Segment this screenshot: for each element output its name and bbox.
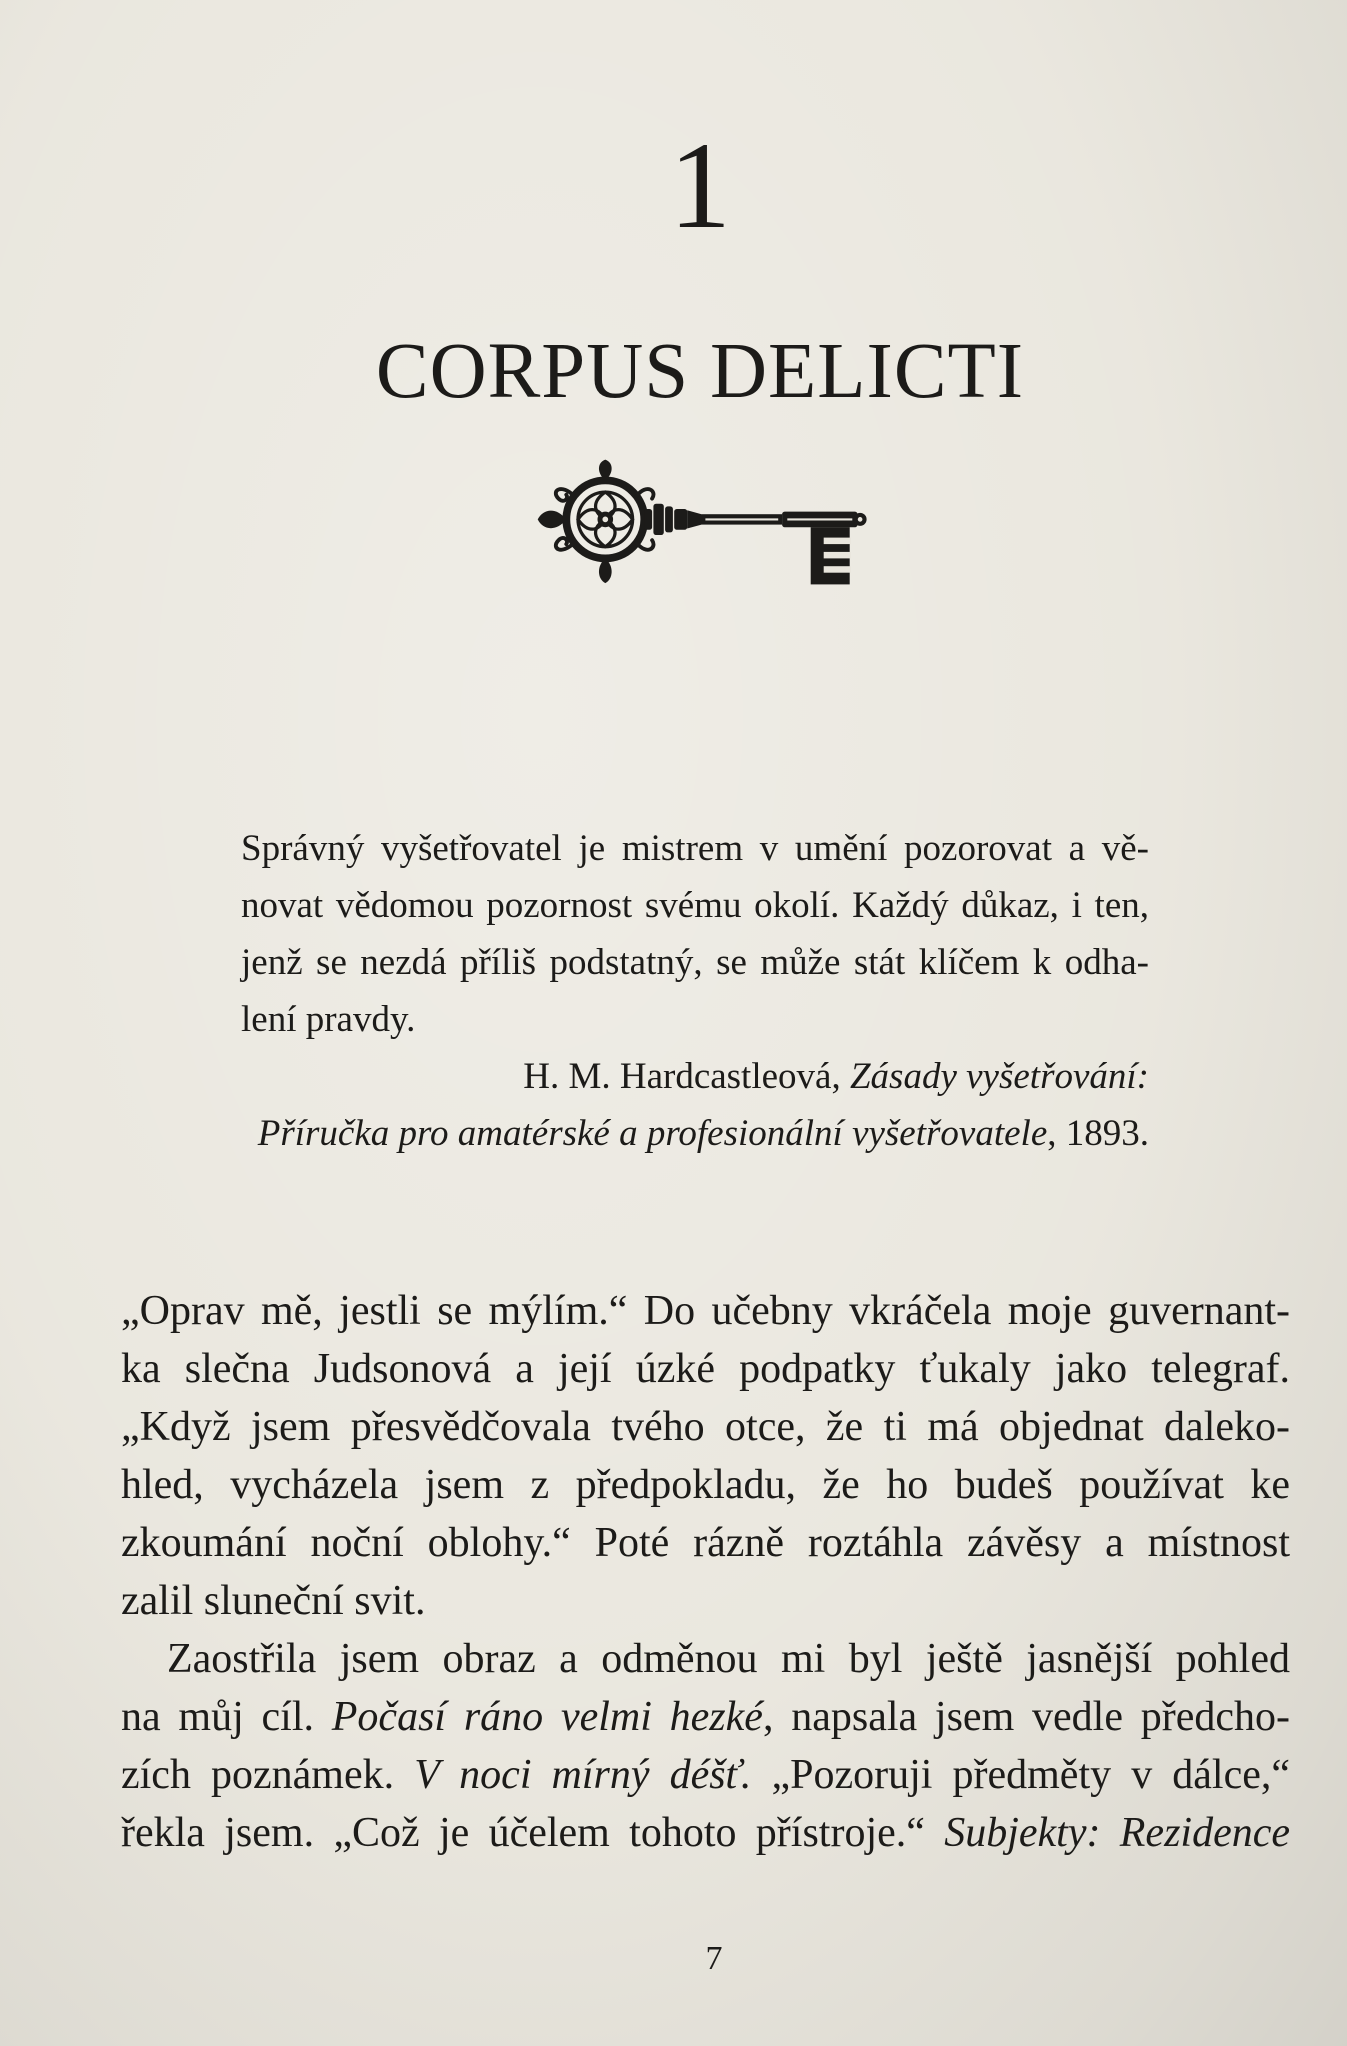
text-segment: řekla jsem. „Což je účelem tohoto přístroje.“ bbox=[121, 1810, 945, 1856]
epigraph bbox=[241, 820, 1149, 1162]
attribution-author: H. M. Hardcastleová, bbox=[523, 1056, 850, 1097]
chapter-title: CORPUS DELICTI bbox=[375, 328, 1025, 415]
attribution-year: , 1893. bbox=[1047, 1113, 1149, 1154]
text-line: „Oprav mě, jestli se mýlím.“ Do učebny vkráčela moje guvernant- bbox=[121, 1288, 1290, 1334]
text-segment: na můj cíl. bbox=[121, 1694, 332, 1740]
text-line: zalil sluneční svit. bbox=[121, 1578, 426, 1624]
text-line: Zaostřila jsem obraz a odměnou mi byl ještě jasnější pohled bbox=[167, 1636, 1290, 1682]
text-line: zkoumání noční oblohy.“ Poté rázně roztáhla závěsy a místnost bbox=[121, 1520, 1290, 1566]
text-line bbox=[121, 1688, 1290, 1746]
attribution-work-subtitle: Příručka pro amatérské a profesionální vyšetřovatele bbox=[257, 1113, 1048, 1154]
epigraph-line: jenž se nezdá příliš podstatný, se může stát klíčem k odha- bbox=[241, 942, 1149, 983]
text-line: „Když jsem přesvědčovala tvého otce, že ti má objednat daleko- bbox=[121, 1404, 1290, 1450]
italic-phrase: V noci mírný déšť. bbox=[414, 1752, 752, 1798]
epigraph-line: Správný vyšetřovatel je mistrem v umění pozorovat a vě- bbox=[241, 828, 1149, 869]
chapter-number: 1 bbox=[669, 117, 731, 254]
italic-phrase: Subjekty: Rezidence bbox=[944, 1810, 1291, 1856]
text-line bbox=[121, 1804, 1290, 1862]
key-ornament-icon bbox=[535, 457, 868, 587]
attribution-work-title: Zásady vyšetřování: bbox=[849, 1056, 1149, 1097]
body-paragraph bbox=[121, 1282, 1290, 1630]
italic-phrase: Počasí ráno velmi hezké bbox=[331, 1694, 763, 1740]
text-segment: „Pozoruji předměty v dálce,“ bbox=[751, 1752, 1290, 1798]
epigraph-attribution bbox=[241, 1105, 1149, 1162]
body-text bbox=[121, 1282, 1290, 1862]
body-paragraph bbox=[121, 1630, 1290, 1862]
text-line: ka slečna Judsonová a její úzké podpatky ťukaly jako telegraf. bbox=[121, 1346, 1290, 1392]
text-line bbox=[121, 1746, 1290, 1804]
epigraph-attribution bbox=[241, 1048, 1149, 1105]
text-segment: , napsala jsem vedle předcho- bbox=[762, 1694, 1290, 1740]
text-line: hled, vycházela jsem z předpokladu, že ho budeš používat ke bbox=[121, 1462, 1290, 1508]
page-number: 7 bbox=[705, 1940, 723, 1977]
epigraph-line: lení pravdy. bbox=[241, 999, 416, 1040]
text-segment: zích poznámek. bbox=[121, 1752, 415, 1798]
epigraph-line: novat vědomou pozornost svému okolí. Každý důkaz, i ten, bbox=[241, 885, 1149, 926]
